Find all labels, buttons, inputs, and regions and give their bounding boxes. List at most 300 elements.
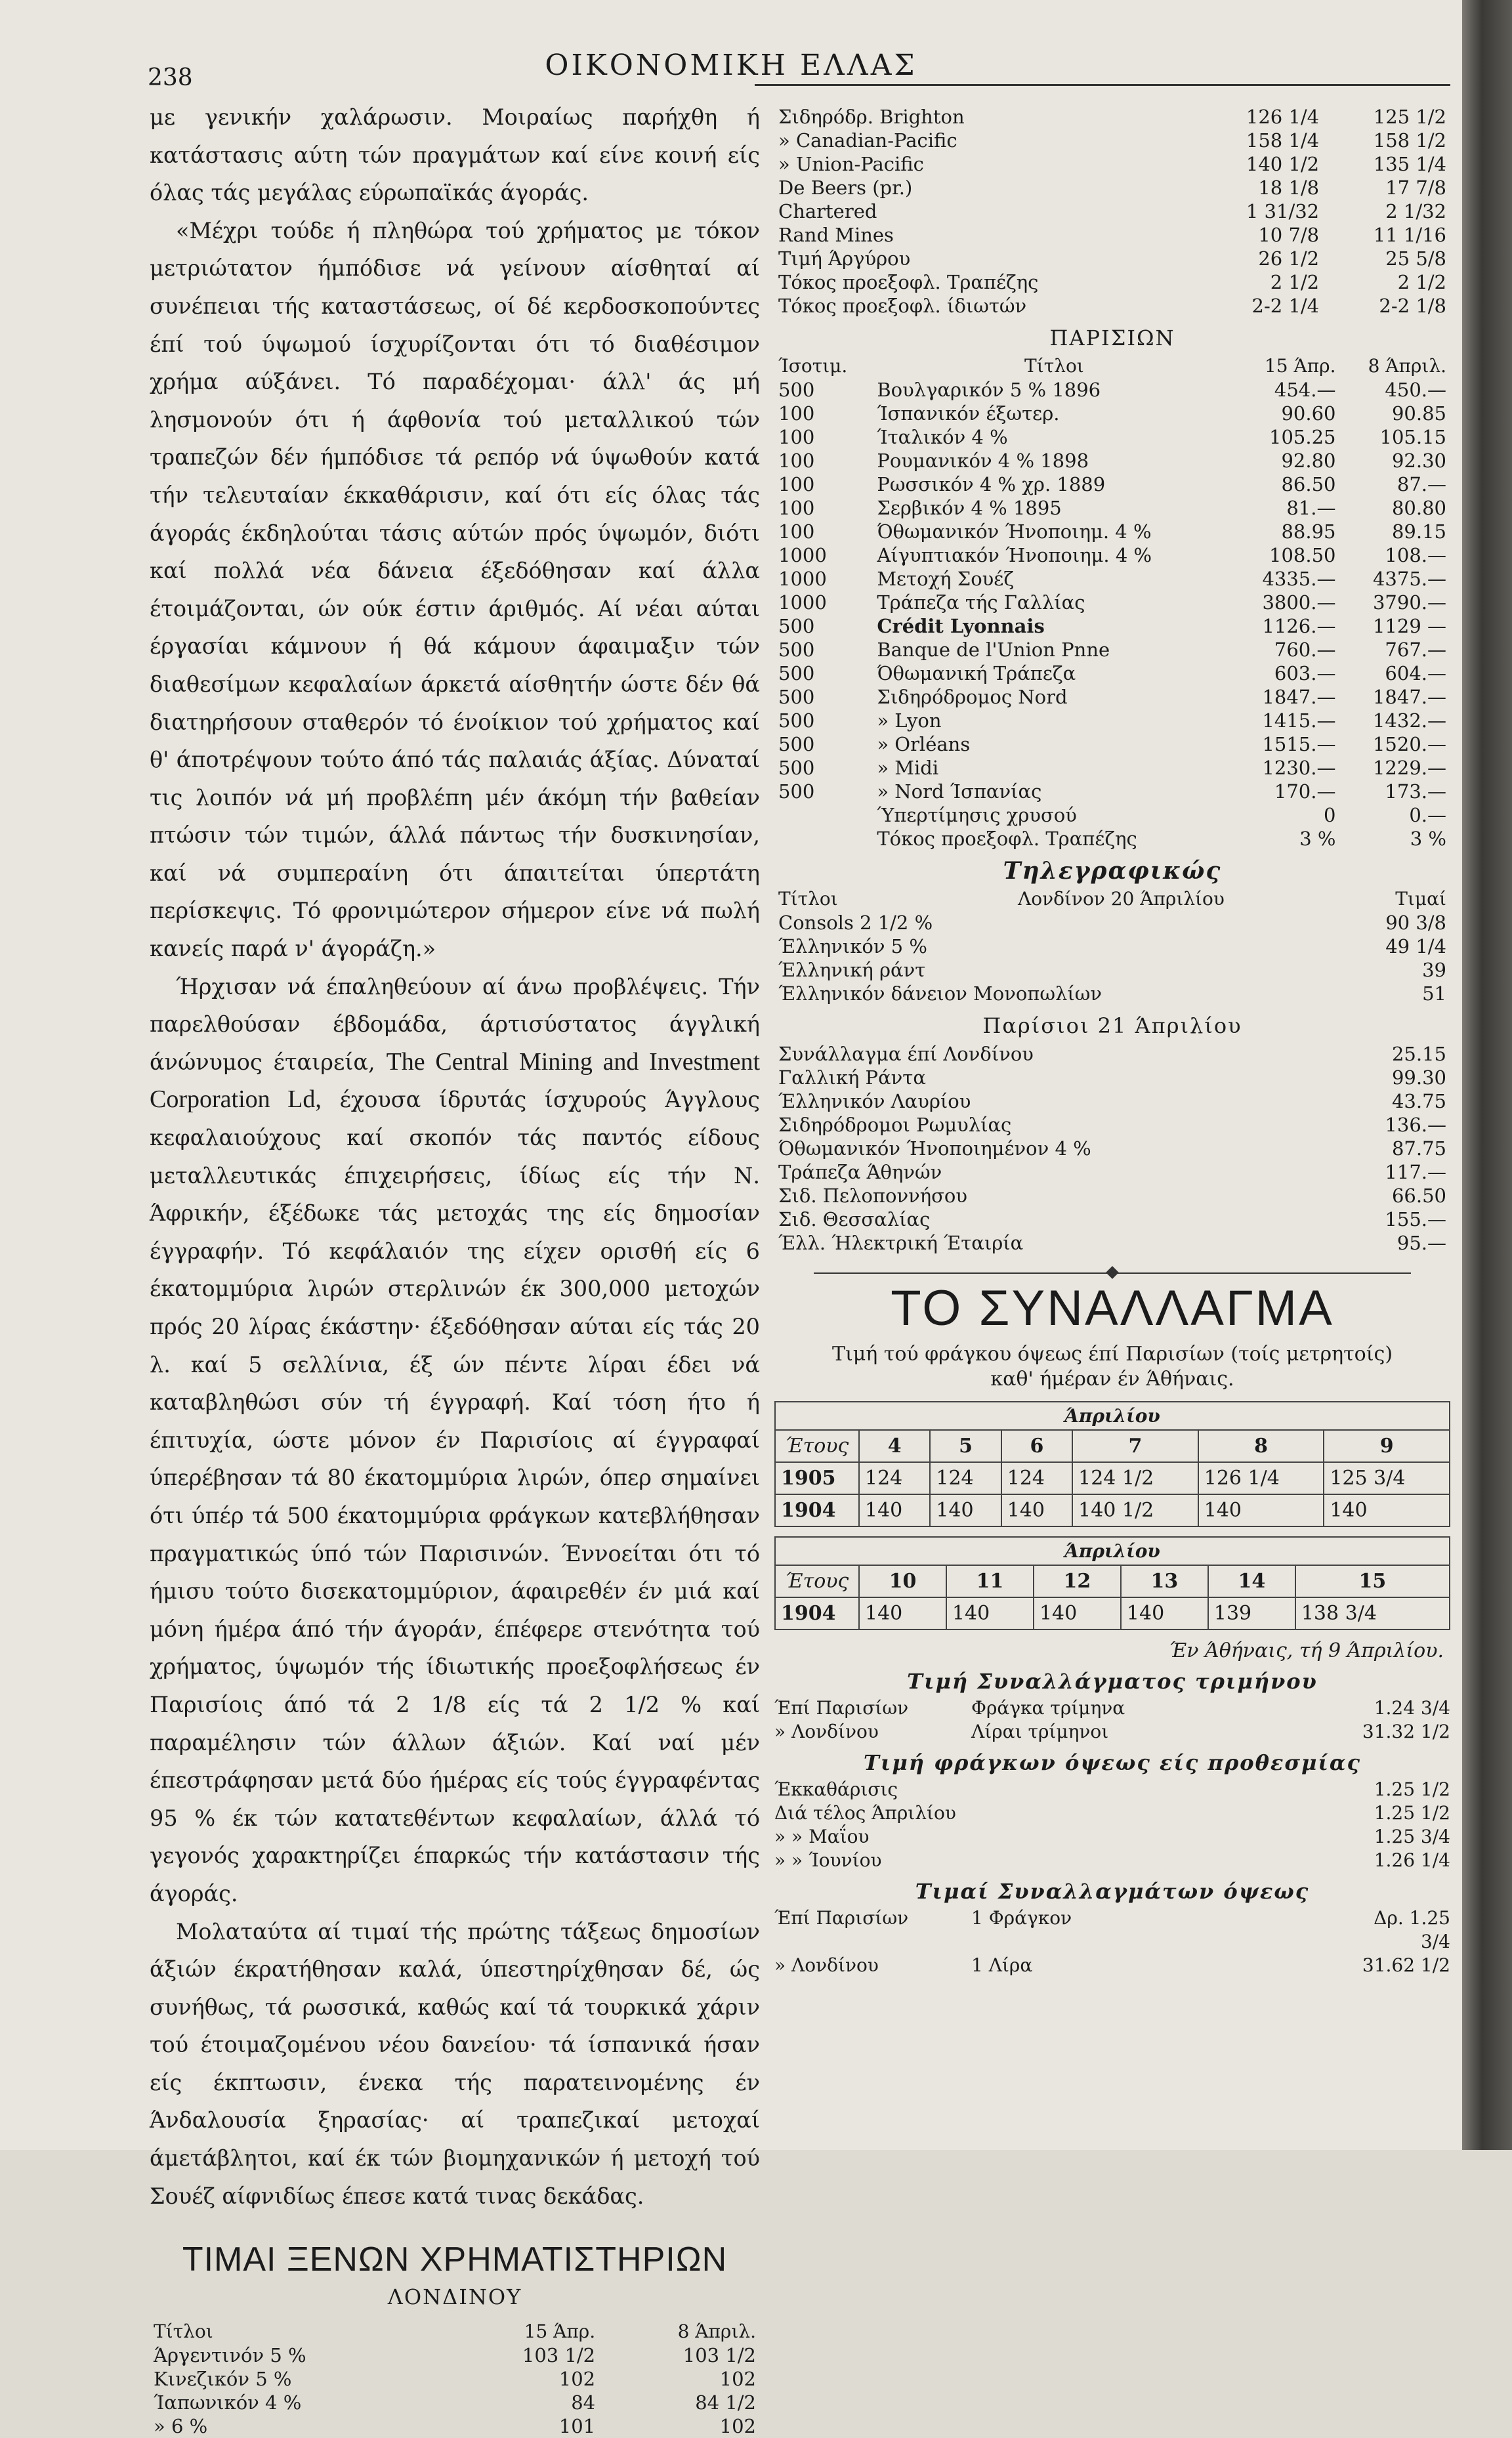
year-cell: 1904 [775,1494,859,1526]
security-name: Κινεζικόν 5 % [154,2368,292,2391]
security-name: Ίταλικόν 4 % [877,426,1008,448]
price-value: 2-2 1/8 [1379,295,1446,317]
fx-label: Έπί Παρισίων [774,1697,909,1719]
book-spine [1462,0,1512,2150]
day-header: 14 [1208,1565,1295,1597]
fx-label: » Λονδίνου [774,1954,879,1976]
price-value: 1520.— [1372,733,1446,755]
table-row [774,402,1450,425]
telegraphic-london-table [774,887,1450,1005]
right-column [774,105,1450,2126]
price-value: 90.60 [1281,402,1336,425]
fx-value: 1.24 3/4 [1374,1697,1450,1719]
fx-value: 31.62 1/2 [1362,1954,1450,1976]
table-header-row [775,1430,1450,1462]
price-value: 0.— [1409,804,1446,826]
price-value: 117.— [1385,1161,1446,1183]
fx-row [774,1849,1450,1872]
price-value: 103 1/2 [682,2344,756,2367]
fx-label: » » Μαΐου [774,1826,870,1847]
fx-label: » » Ίουνίου [774,1849,882,1871]
price-value: 86.50 [1281,473,1336,495]
price-value: 1230.— [1262,757,1336,779]
table-row [774,543,1450,567]
price-value: 84 1/2 [695,2391,756,2414]
price-value: 760.— [1274,639,1336,661]
article-paragraph: Μολαταύτα αί τιμαί τής πρώτης τάξεως δημοσίων άξιών έκρατήθησαν καλά, ύπεστηρίχθησαν δέ, ώς συνήθως, τά ρωσσικά, καθώς καί τά τουρκικά χάριν τού έτοιμαζομένου νέου δανείου· τά ίσπανικά ήσαν είς έκπτωσιν, ένεκα τής παρατεινομένης έν Άνδαλουσία ξηρασίας· αί τραπεζικαί μετοχαί άμετάβλητοι, καί έκ τών βιομηχανικών ή μετοχή τού Σουέζ αίφνιδίως έπεσε κατά τινας δεκάδας. [150,1918,760,2209]
london-continued-table [774,105,1450,318]
journal-title: ΟΙΚΟΝΟΜΙΚΗ ΕΛΛΑΣ [545,49,917,82]
par-value: 100 [778,402,815,425]
table-row [775,1462,1450,1494]
day-header: 4 [859,1430,930,1462]
price-value: 10 7/8 [1258,224,1320,246]
security-name: Σιδ. Θεσσαλίας [778,1208,931,1230]
exchange-subtitle: Τιμή τού φράγκου όψεως έπί Παρισίων (τοίς μετρητοίς) [831,1343,1393,1366]
fx-value: 1.26 1/4 [1374,1849,1450,1871]
par-value: 1000 [778,544,827,566]
left-column [150,98,760,2438]
price-value: 3 % [1299,828,1336,850]
table-row [774,425,1450,449]
security-name: Όθωμανικόν Ήνοποιημένον 4 % [778,1137,1091,1160]
column-header: 8 Άπριλ. [1368,355,1446,377]
price-value: 1847.— [1372,686,1446,708]
column-header: Ίσοτιμ. [778,355,848,377]
price-value: 2-2 1/4 [1251,295,1320,317]
price-value: 0 [1324,804,1336,826]
table-row [775,1494,1450,1526]
table-row [774,827,1450,851]
day-header: 7 [1072,1430,1198,1462]
price-value: 454.— [1274,379,1336,401]
day-header: 10 [859,1565,946,1597]
year-header: Έτους [775,1430,859,1462]
column-header: Τίτλοι [1024,355,1084,377]
table-row [774,732,1450,756]
price-value: 11 1/16 [1373,224,1446,246]
price-value: 92.80 [1281,450,1336,472]
par-value: 100 [778,497,815,519]
price-value: 39 [1422,959,1446,981]
price-value: 4375.— [1372,568,1446,590]
price-value: 92.30 [1391,450,1446,472]
table-row [774,247,1450,270]
par-value: 100 [778,520,815,543]
price-value: 103 1/2 [522,2344,596,2367]
fx-value: 1.25 3/4 [1374,1826,1450,1847]
table-row [774,200,1450,223]
security-name: » Lyon [877,709,942,732]
security-name: » Orléans [877,733,971,755]
security-name: Βουλγαρικόν 5 % 1896 [877,379,1101,401]
price-value: 1515.— [1262,733,1336,755]
table-row [774,378,1450,402]
foreign-exchanges-title: ΤΙΜΑΙ ΞΕΝΩΝ ΧΡΗΜΑΤΙΣΤΗΡΙΩΝ [182,2240,728,2279]
rate-cell: 140 [1034,1597,1121,1629]
table-row [774,709,1450,732]
article-text: έχουσα ίδρυτάς ίσχυρούς Άγγλους κεφαλαιούχους καί σκοπόν τάς παντός είδους μεταλλευτικάς έπιχειρήσεις, ίδίως είς τήν Ν. Άφρικήν, έξέδωκε τάς μετοχάς της είς δημοσίαν έγγραφήν. Τό κεφάλαιόν της είχεν ορισθή είς 6 έκατομμύρια λιρών στερλινών έκ 300,000 μετοχών πρός 20 λίρας έκάστην· έξεδόθησαν αύται είς τάς 20 λ. καί 5 σελλίνια, έξ ών πέντε λίραι έδει νά καταβληθώσι σύν τή έγγραφή. Καί τόση ήτο ή έπιτυχία, ώστε μόνον έν Παρισίοις αί έγγραφαί ύπερέβησαν τά 80 έκατομμύρια λιρών, όπερ σημαίνει ότι ύπέρ τά 500 έκατομμύρια φράγκων κατεβλήθησαν πραγματικώς ύπό τών Παρισινών. Έννοείται ότι τό ήμισυ τούτο δισεκατομμύριον, άφαιρεθέν έν μιά καί μόνη ήμέρα άπό τήν άγοράν, έπέφερε στενότητα τού χρήματος, ύψωμόν τής ίδιωτικής προεξοφλήσεως έν Παρισίοις άπό τά 2 1/8 είς τά 2 1/2 % καί παραμέλησιν τών άλλων άξιών. Καί ναί μέν έπεστράφησαν μετά δύο ήμέρας είς τούς έγγραφέντας 95 % έκ τών κατατεθέντων κεφαλαίων, άλλά τό γεγονός χαρακτηρίζει έπαρκώς τήν κατάστασιν τής άγοράς. [150,1087,760,1906]
month-caption: Άπριλίου [774,1536,1450,1565]
price-value: 102 [558,2368,596,2391]
table-row [774,685,1450,709]
foreign-exchanges-subtitle: ΛΟΝΔΙΝΟΥ [387,2284,522,2310]
table-row [774,1066,1450,1089]
table-row [150,2343,760,2367]
rate-cell: 139 [1208,1597,1295,1629]
par-value [774,827,873,851]
par-value: 500 [778,662,815,684]
article-paragraph: «Μέχρι τούδε ή πληθώρα τού χρήματος με τόκον μετριώτατον ήμπόδισε νά γείνουν αίσθηταί αί συνέπειαι τής καταστάσεως, οί δέ κερδοσκοπούντες έπί τού ύψωμού ίσχυρίζονται ότι τό διαθέσιμον χρήμα αύξάνει. Τό παραδέχομαι· άλλ' άς μή λησμονούν ότι ή άφθονία τού μεταλλικού τών τραπεζών δέν ήμπόδισε τά ρεπόρ νά ύψωθούν κατά τήν τελευταίαν έκκαθάρισιν, καί ότι είς όλας τάς άγοράς έκδηλούται τάσις αύτών πρός ύψωμόν, διότι καί πολλά νέα δάνεια έξεδόθησαν καί άλλα έτοιμάζονται, ών ούκ έστιν άριθμός. Αί νέαι αύται έργασίαι κάμνουν ή θά κάμουν άφαιμαξιν τών διαθεσίμων κεφαλαίων άρκετά αίσθητήν ώστε δέν θά διατηρήσουν σταθερόν τό ένοίκιον τού χρήματος καί θ' άποτρέψουν τούτο άπό τάς παλαιάς άξίας. Δύναταί τις λοιπόν νά μή προβλέπη μέν άκόμη τήν βαθείαν πτώσιν τών τιμών, άλλά πάντως τήν δυσκινησίαν, καί νά συμπεραίνη ότι άπαιτείται ύπερτάτη περίσκεψις. Τό φρονιμώτερον σήμερον είνε νά πωλή κανείς παρά ν' άγοράζη.» [150,217,760,962]
price-value: 1129 — [1372,615,1446,637]
security-name: Όθωμανικόν Ήνοποιημ. 4 % [877,520,1152,543]
security-name: Ίσπανικόν έξωτερ. [877,402,1060,425]
fx-row [774,1801,1450,1825]
rate-cell: 124 [1001,1462,1072,1494]
price-value: 4335.— [1262,568,1336,590]
table-row [774,105,1450,129]
rate-cell: 124 [859,1462,930,1494]
table-row [774,638,1450,662]
table-row [774,958,1450,982]
day-header: 6 [1001,1430,1072,1462]
rate-cell: 140 1/2 [1072,1494,1198,1526]
telegraphic-paris-table [774,1042,1450,1255]
price-value: 1847.— [1262,686,1336,708]
table-header-row [774,354,1450,378]
dateline: Έν Άθήναις, τή 9 Άπριλίου. [1169,1639,1444,1662]
price-value: 105.15 [1379,426,1446,448]
price-value: 126 1/4 [1246,106,1320,128]
rate-cell: 138 3/4 [1295,1597,1450,1629]
fx-unit: 1 Λίρα [971,1954,1033,1976]
day-header: 9 [1324,1430,1450,1462]
day-header: 5 [930,1430,1001,1462]
table-row [774,756,1450,780]
price-value: 101 [558,2415,596,2438]
security-name: » Nord Ίσπανίας [877,780,1042,803]
security-name: Έλληνική ράντ [778,959,926,981]
security-name: Σιδηρόδρομος Nord [877,686,1068,708]
price-value: 87.75 [1391,1137,1446,1160]
price-value: 89.15 [1391,520,1446,543]
table-row [774,496,1450,520]
rate-cell: 140 [1121,1597,1208,1629]
security-name: Σιδ. Πελοποννήσου [778,1185,967,1207]
table-row [774,1113,1450,1137]
forward-title: Τιμή φράγκων όψεως είς προθεσμίας [864,1750,1361,1775]
fx-value: Δρ. 1.25 3/4 [1374,1907,1450,1952]
par-value: 100 [778,450,815,472]
price-value: 158 1/2 [1373,129,1446,152]
security-name: Άργεντινόν 5 % [154,2344,306,2367]
security-name: Έλλ. Ήλεκτρική Έταιρία [778,1232,1024,1254]
table-header-row [150,2320,760,2343]
page-number: 238 [148,64,193,91]
price-value: 108.50 [1269,544,1336,566]
rate-cell: 125 3/4 [1324,1462,1450,1494]
fx-value: 1.25 1/2 [1374,1802,1450,1824]
fx-unit: Λίραι τρίμηνοι [971,1721,1109,1742]
table-row [774,223,1450,247]
par-value: 500 [778,379,815,401]
fx-value: 31.32 1/2 [1362,1721,1450,1742]
security-name: » Canadian-Pacific [778,129,957,152]
table-row [774,270,1450,294]
article-paragraph: με γενικήν χαλάρωσιν. Μοιραίως παρήχθη ή κατάστασις αύτη τών πραγμάτων καί είνε κοινή είς όλας τάς μεγάλας εύρωπαϊκάς άγοράς. [150,104,760,206]
price-value: 95.— [1396,1232,1446,1254]
price-value: 84 [571,2391,596,2414]
price-value: 140 1/2 [1246,153,1320,175]
price-value: 155.— [1385,1208,1446,1230]
table-row [774,449,1450,473]
table-row [774,152,1450,176]
telegraphic-title: Τηλεγραφικώς [1003,857,1222,885]
day-header: 12 [1034,1565,1121,1597]
column-header: Τιμαί [1395,888,1446,910]
column-header: Τίτλοι [154,2321,213,2343]
price-value: 136.— [1385,1114,1446,1136]
article-body [150,98,760,2215]
column-header: 15 Άπρ. [524,2321,596,2343]
table-row [774,294,1450,318]
table-row [774,567,1450,591]
table-row [774,1184,1450,1208]
exchange-subtitle: καθ' ήμέραν έν Άθήναις. [990,1368,1234,1391]
fx-row [774,1906,1450,1954]
fx-value: 1.25 1/2 [1374,1778,1450,1800]
par-value: 500 [778,709,815,732]
fx-unit: Φράγκα τρίμηνα [971,1697,1125,1719]
security-name: Banque de l'Union Pnne [877,639,1110,661]
security-name: Ύπερτίμησις χρυσού [877,804,1077,826]
fx-unit: 1 Φράγκον [971,1907,1072,1929]
security-name: Consols 2 1/2 % [778,912,933,934]
par-value: 100 [778,426,815,448]
security-name: Έλληνικόν 5 % [778,935,927,957]
table-row [774,473,1450,496]
fx-row [774,1696,1450,1720]
fx-label: » Λονδίνου [774,1721,879,1742]
security-name: Συνάλλαγμα έπί Λονδίνου [778,1043,1034,1065]
exchange-rate-table-1 [774,1429,1450,1527]
column-header: 15 Άπρ. [1264,355,1336,377]
security-name: Ρουμανικόν 4 % 1898 [877,450,1089,472]
fx-row [774,1720,1450,1744]
security-name: Crédit Lyonnais [877,615,1045,637]
par-value [774,803,873,827]
price-value: 1126.— [1262,615,1336,637]
paris-quotes-table [774,354,1450,851]
par-value: 500 [778,780,815,803]
year-cell: 1904 [775,1597,859,1629]
day-header: 13 [1121,1565,1208,1597]
rate-cell: 140 [1324,1494,1450,1526]
table-row [150,2391,760,2414]
table-row [775,1597,1450,1629]
price-value: 767.— [1385,639,1446,661]
security-name: Ρωσσικόν 4 % χρ. 1889 [877,473,1106,495]
par-value: 500 [778,733,815,755]
price-value: 173.— [1385,780,1446,803]
table-row [774,1160,1450,1184]
price-value: 51 [1422,982,1446,1005]
london-quotes-table [150,2320,760,2438]
price-value: 1415.— [1262,709,1336,732]
column-header: Τίτλοι [778,888,838,910]
security-name: Τράπεζα τής Γαλλίας [877,591,1085,614]
price-value: 88.95 [1281,520,1336,543]
article-text: Ήρχισαν νά έπαληθεύουν αί άνω προβλέψεις. Τήν παρελθούσαν έβδομάδα, άρτισύστατος άγγλική άνώνυμος έταιρεία, [150,973,760,1075]
fx-unit [971,1801,1352,1825]
price-value: 170.— [1274,780,1336,803]
security-name: Rand Mines [778,224,894,246]
rate-cell: 140 [1001,1494,1072,1526]
security-name: Τόκος προεξοφλ. ίδιωτών [778,295,1027,317]
price-value: 102 [719,2415,756,2438]
security-name: Σερβικόν 4 % 1895 [877,497,1062,519]
price-value: 2 1/2 [1270,271,1320,293]
table-row [774,911,1450,935]
price-value: 17 7/8 [1385,177,1446,199]
security-name: Σιδηρόδρομοι Ρωμυλίας [778,1114,1012,1136]
security-name: Έλληνικόν Λαυρίου [778,1090,971,1112]
security-name: » Midi [877,757,939,779]
paris-title: ΠΑΡΙΣΙΩΝ [1049,326,1175,350]
fx-label: Διά τέλος Άπριλίου [774,1802,956,1824]
year-cell: 1905 [775,1462,859,1494]
fx-row [774,1954,1450,1977]
fx-row [774,1778,1450,1801]
par-value: 1000 [778,591,827,614]
table-header-row [774,887,1450,911]
security-name: Τιμή Άργύρου [778,247,911,270]
table-row [150,2414,760,2438]
exchange-title: ΤΟ ΣΥΝΑΛΛΑΓΜΑ [891,1280,1334,1336]
header-rule [755,84,1450,86]
table-row [774,520,1450,543]
table-row [774,176,1450,200]
price-value: 135 1/4 [1373,153,1446,175]
price-value: 1432.— [1372,709,1446,732]
price-value: 87.— [1396,473,1446,495]
security-name: Τόκος προεξοφλ. Τραπέζης [778,271,1039,293]
table-header-row [775,1565,1450,1597]
ornament-divider [774,1271,1450,1276]
security-name: Όθωμανική Τράπεζα [877,662,1076,684]
security-name: Σιδηρόδρ. Brighton [778,106,965,128]
table-row [774,1231,1450,1255]
table-row [774,982,1450,1005]
price-value: 66.50 [1391,1185,1446,1207]
table-row [774,591,1450,614]
month-caption: Άπριλίου [774,1401,1450,1429]
table-row [774,1208,1450,1231]
par-value: 500 [778,615,815,637]
price-value: 158 1/4 [1246,129,1320,152]
price-value: 81.— [1286,497,1336,519]
security-name: » Union-Pacific [778,153,924,175]
fx-unit [971,1778,1352,1801]
security-name: De Beers (pr.) [778,177,913,199]
rate-cell: 124 1/2 [1072,1462,1198,1494]
price-value: 25.15 [1391,1043,1446,1065]
par-value: 100 [778,473,815,495]
par-value: 500 [778,757,815,779]
rate-cell: 140 [859,1597,946,1629]
table-row [150,2367,760,2391]
fx-unit [971,1825,1352,1849]
rate-cell: 140 [946,1597,1034,1629]
price-value: 3790.— [1372,591,1446,614]
security-name: Αίγυπτιακόν Ήνοποιημ. 4 % [877,544,1152,566]
rate-cell: 124 [930,1462,1001,1494]
price-value: 1229.— [1372,757,1446,779]
table-row [774,129,1450,152]
fx-unit [971,1849,1352,1872]
price-value: 102 [719,2368,756,2391]
price-value: 25 5/8 [1385,247,1446,270]
price-value: 108.— [1385,544,1446,566]
security-name: Ίαπωνικόν 4 % [154,2391,302,2414]
price-value: 603.— [1274,662,1336,684]
table-row [774,614,1450,638]
price-value: 450.— [1385,379,1446,401]
foreign-exchanges-section [150,2240,760,2438]
security-name: » 6 % [154,2415,208,2438]
price-value: 125 1/2 [1373,106,1446,128]
price-value: 43.75 [1391,1090,1446,1112]
running-head [0,39,1462,92]
price-value: 90 3/8 [1385,912,1446,934]
security-name: Έλληνικόν δάνειον Μονοπωλίων [778,982,1102,1005]
fx-row [774,1825,1450,1849]
price-value: 2 1/2 [1397,271,1446,293]
par-value: 500 [778,639,815,661]
rate-cell: 140 [930,1494,1001,1526]
fx-label: Έκκαθάρισις [774,1778,898,1800]
price-value: 99.30 [1391,1066,1446,1089]
rate-cell: 140 [859,1494,930,1526]
price-value: 80.80 [1391,497,1446,519]
rate-cell: 126 1/4 [1198,1462,1324,1494]
spot-title: Τιμαί Συναλλαγμάτων όψεως [915,1879,1310,1904]
price-value: 49 1/4 [1385,935,1446,957]
price-value: 604.— [1385,662,1446,684]
price-value: 18 1/8 [1258,177,1320,199]
price-value: 2 1/32 [1385,200,1446,222]
price-value: 3 % [1410,828,1446,850]
par-value: 1000 [778,568,827,590]
day-header: 15 [1295,1565,1450,1597]
company-name: The Central Mining and Investment Corporation Ld, [150,1047,760,1114]
table-row [774,803,1450,827]
year-header: Έτους [775,1565,859,1597]
price-value: 1 31/32 [1246,200,1320,222]
security-name: Τράπεζα Άθηνών [778,1161,942,1183]
price-value: 105.25 [1269,426,1336,448]
fx-label: Έπί Παρισίων [774,1907,909,1929]
table-row [774,1089,1450,1113]
day-header: 11 [946,1565,1034,1597]
security-name: Μετοχή Σουέζ [877,568,1015,590]
article-paragraph [150,968,760,1913]
day-header: 8 [1198,1430,1324,1462]
table-row [774,935,1450,958]
column-header: 8 Άπριλ. [677,2321,756,2343]
table-row [774,1042,1450,1066]
table-row [774,780,1450,803]
